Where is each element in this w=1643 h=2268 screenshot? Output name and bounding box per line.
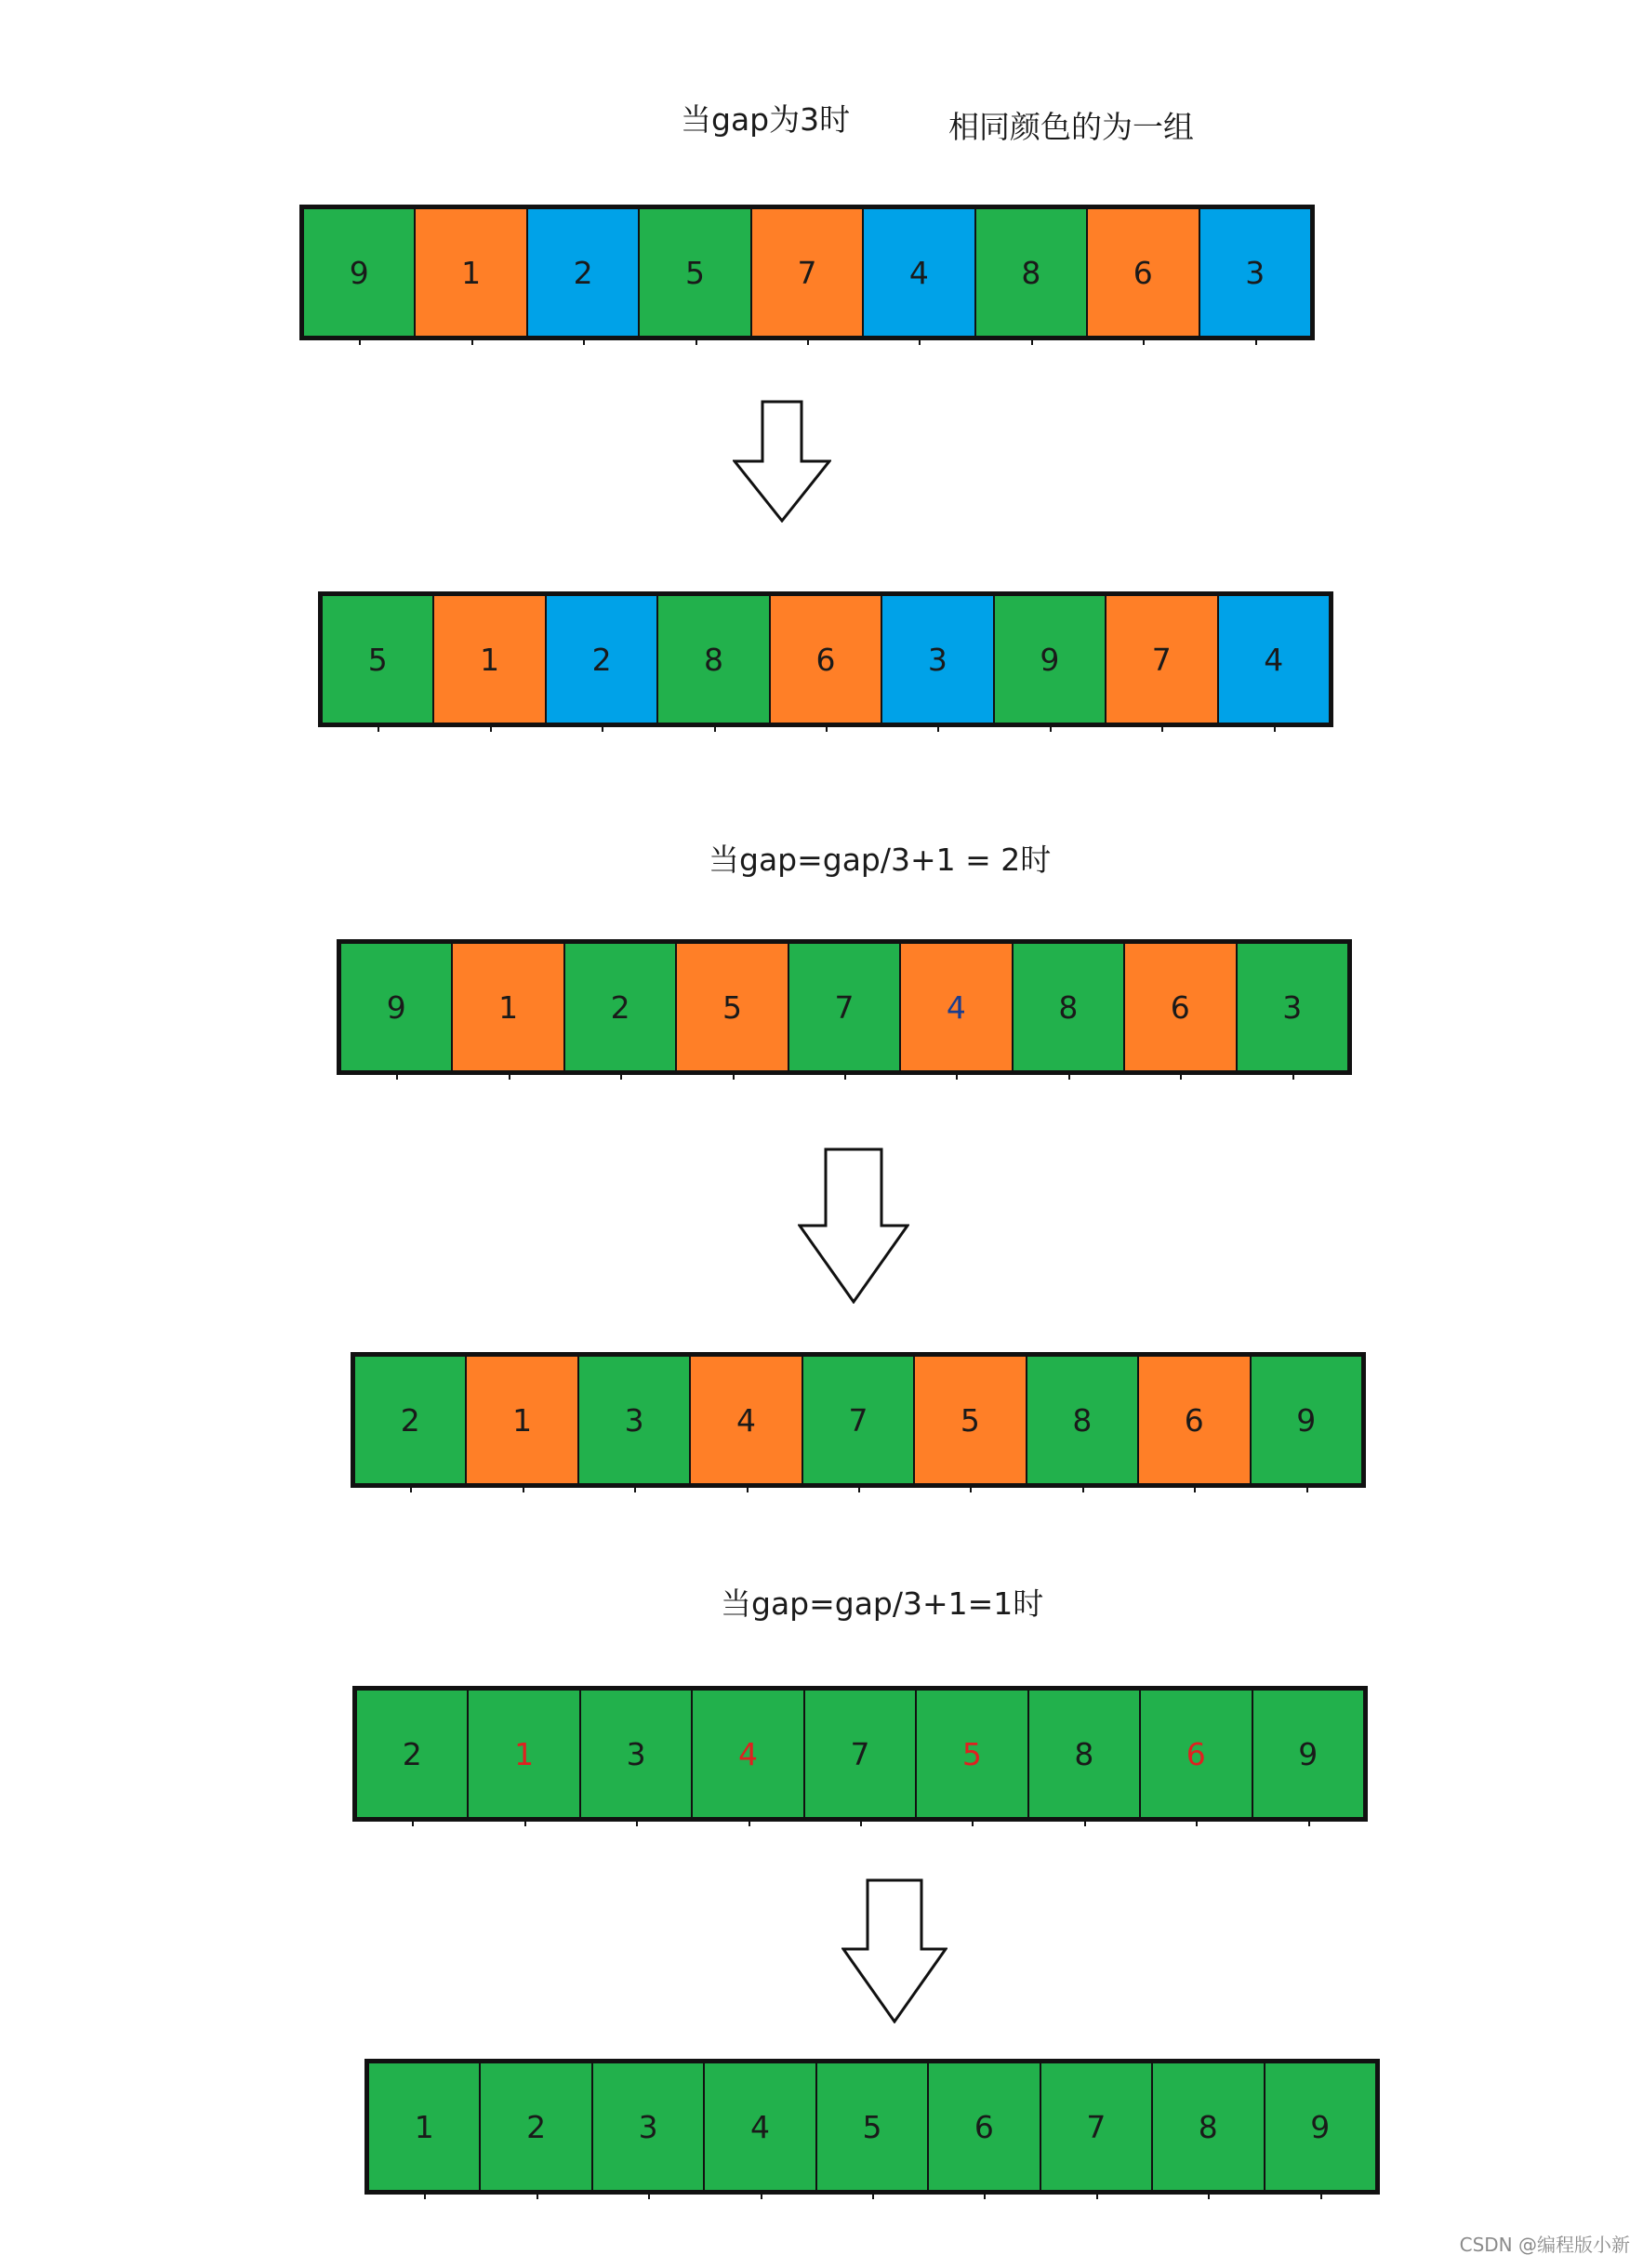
tick-mark (620, 1074, 622, 1080)
cell-value: 5 (862, 2108, 882, 2145)
array-cell (355, 1357, 467, 1483)
array-cell (771, 596, 882, 723)
cell-value: 6 (815, 641, 836, 678)
array-cell (805, 1691, 917, 1817)
array-cell (882, 596, 994, 723)
cell-value: 6 (1186, 1735, 1206, 1772)
array-cell (1029, 1691, 1141, 1817)
tick-mark (471, 339, 473, 345)
array-cell (658, 596, 770, 723)
cell-value: 7 (1151, 641, 1172, 678)
cell-value: 7 (848, 1401, 868, 1439)
cell-value: 2 (402, 1735, 422, 1772)
array-row-6 (364, 2059, 1380, 2195)
array-cell (1253, 1691, 1363, 1817)
tick-mark (1306, 1487, 1308, 1492)
cell-value: 4 (908, 254, 929, 291)
cell-value: 6 (1170, 988, 1190, 1026)
cell-value: 7 (1086, 2108, 1106, 2145)
array-cell (467, 1357, 578, 1483)
cell-value: 1 (461, 254, 482, 291)
tick-mark (523, 1487, 524, 1492)
tick-mark (583, 339, 585, 345)
cell-value: 6 (1133, 254, 1153, 291)
tick-mark (1050, 726, 1052, 732)
tick-mark (1161, 726, 1163, 732)
array-cell (1014, 944, 1125, 1070)
cell-value: 5 (685, 254, 706, 291)
cell-value: 8 (1074, 1735, 1094, 1772)
watermark: CSDN @编程版小新 (1459, 2234, 1630, 2256)
cell-value: 3 (638, 2108, 658, 2145)
tick-mark (410, 1487, 412, 1492)
array-cell (1027, 1357, 1139, 1483)
gap-2-label: 当gap=gap/3+1 = 2时 (709, 842, 1052, 878)
cell-value: 1 (480, 641, 500, 678)
tick-mark (1143, 339, 1145, 345)
tick-mark (396, 1074, 398, 1080)
tick-mark (648, 2194, 650, 2199)
tick-mark (1194, 1487, 1196, 1492)
tick-mark (1308, 1821, 1310, 1826)
array-cell (917, 1691, 1028, 1817)
tick-mark (972, 1821, 974, 1826)
array-cell (1265, 2063, 1375, 2190)
cell-value: 1 (512, 1401, 533, 1439)
array-cell (565, 944, 677, 1070)
array-cell (1153, 2063, 1265, 2190)
tick-mark (919, 339, 921, 345)
array-cell (915, 1357, 1027, 1483)
tick-mark (412, 1821, 414, 1826)
tick-mark (509, 1074, 510, 1080)
cell-value: 9 (1040, 641, 1060, 678)
array-cell (581, 1691, 693, 1817)
cell-value: 8 (1058, 988, 1079, 1026)
tick-mark (1196, 1821, 1198, 1826)
cell-value: 3 (624, 1401, 644, 1439)
tick-mark (490, 726, 492, 732)
array-cell (323, 596, 434, 723)
array-cell (579, 1357, 691, 1483)
tick-mark (1084, 1821, 1086, 1826)
array-cell (1219, 596, 1329, 723)
cell-value: 9 (349, 254, 369, 291)
cell-value: 8 (1021, 254, 1041, 291)
tick-mark (858, 1487, 860, 1492)
tick-mark (733, 1074, 735, 1080)
array-cell (528, 209, 640, 336)
tick-mark (1255, 339, 1257, 345)
array-cell (864, 209, 975, 336)
cell-value: 5 (961, 1735, 982, 1772)
array-cell (434, 596, 546, 723)
tick-mark (956, 1074, 958, 1080)
array-cell (705, 2063, 816, 2190)
array-cell (1238, 944, 1347, 1070)
cell-value: 2 (573, 254, 593, 291)
array-cell (929, 2063, 1040, 2190)
array-cell (469, 1691, 580, 1817)
tick-mark (636, 1821, 638, 1826)
array-row-2 (318, 591, 1333, 727)
tick-mark (1274, 726, 1276, 732)
array-cell (341, 944, 453, 1070)
array-cell (1041, 2063, 1153, 2190)
cell-value: 9 (386, 988, 406, 1026)
tick-mark (807, 339, 809, 345)
cell-value: 7 (834, 988, 855, 1026)
cell-value: 9 (1296, 1401, 1317, 1439)
gap-1-label: 当gap=gap/3+1=1时 (721, 1585, 1044, 1622)
cell-value: 3 (1245, 254, 1265, 291)
tick-mark (602, 726, 603, 732)
down-arrow-icon (798, 1147, 909, 1304)
tick-mark (1292, 1074, 1294, 1080)
cell-value: 4 (750, 2108, 771, 2145)
array-row-5 (352, 1686, 1368, 1822)
cell-value: 9 (1298, 1735, 1318, 1772)
tick-mark (970, 1487, 972, 1492)
cell-value: 6 (1184, 1401, 1204, 1439)
array-cell (1088, 209, 1199, 336)
array-cell (1106, 596, 1218, 723)
array-row-4 (351, 1352, 1366, 1488)
array-cell (803, 1357, 915, 1483)
array-cell (677, 944, 788, 1070)
array-cell (481, 2063, 592, 2190)
cell-value: 6 (974, 2108, 994, 2145)
cell-value: 4 (1264, 641, 1284, 678)
tick-mark (359, 339, 361, 345)
cell-value: 3 (927, 641, 947, 678)
tick-mark (747, 1487, 749, 1492)
array-cell (1139, 1357, 1251, 1483)
array-cell (789, 944, 901, 1070)
array-cell (593, 2063, 705, 2190)
cell-value: 1 (414, 2108, 434, 2145)
cell-value: 8 (704, 641, 724, 678)
array-cell (693, 1691, 804, 1817)
tick-mark (937, 726, 939, 732)
down-arrow-icon (841, 1878, 947, 2023)
tick-mark (761, 2194, 762, 2199)
tick-mark (537, 2194, 538, 2199)
tick-mark (1082, 1487, 1084, 1492)
array-cell (817, 2063, 929, 2190)
tick-mark (826, 726, 828, 732)
array-cell (416, 209, 527, 336)
cell-value: 4 (738, 1735, 759, 1772)
cell-value: 4 (946, 988, 966, 1026)
tick-mark (524, 1821, 526, 1826)
array-cell (547, 596, 658, 723)
same-color-group-label: 相同颜色的为一组 (948, 109, 1194, 145)
tick-mark (1180, 1074, 1182, 1080)
array-cell (752, 209, 864, 336)
array-cell (357, 1691, 469, 1817)
cell-value: 3 (1282, 988, 1303, 1026)
tick-mark (424, 2194, 426, 2199)
cell-value: 1 (498, 988, 519, 1026)
tick-mark (860, 1821, 862, 1826)
array-row-1 (299, 205, 1315, 340)
array-cell (1141, 1691, 1252, 1817)
cell-value: 3 (626, 1735, 646, 1772)
tick-mark (872, 2194, 874, 2199)
array-cell (691, 1357, 802, 1483)
array-cell (1252, 1357, 1361, 1483)
array-cell (640, 209, 751, 336)
tick-mark (749, 1821, 750, 1826)
gap-3-label: 当gap为3时 (681, 101, 851, 138)
cell-value: 1 (514, 1735, 535, 1772)
cell-value: 2 (610, 988, 630, 1026)
cell-value: 9 (1310, 2108, 1331, 2145)
cell-value: 7 (797, 254, 817, 291)
tick-mark (984, 2194, 986, 2199)
tick-mark (714, 726, 716, 732)
cell-value: 8 (1072, 1401, 1093, 1439)
array-cell (369, 2063, 481, 2190)
tick-mark (378, 726, 379, 732)
tick-mark (1096, 2194, 1098, 2199)
tick-mark (1031, 339, 1033, 345)
array-cell (453, 944, 564, 1070)
array-cell (995, 596, 1106, 723)
cell-value: 7 (850, 1735, 870, 1772)
array-cell (304, 209, 416, 336)
cell-value: 5 (722, 988, 743, 1026)
cell-value: 5 (367, 641, 388, 678)
cell-value: 2 (400, 1401, 420, 1439)
cell-value: 4 (736, 1401, 757, 1439)
cell-value: 2 (526, 2108, 547, 2145)
tick-mark (844, 1074, 846, 1080)
tick-mark (1068, 1074, 1070, 1080)
array-cell (976, 209, 1088, 336)
array-cell (901, 944, 1013, 1070)
cell-value: 5 (960, 1401, 980, 1439)
tick-mark (1320, 2194, 1322, 2199)
array-row-3 (337, 939, 1352, 1075)
tick-mark (634, 1487, 636, 1492)
cell-value: 8 (1198, 2108, 1218, 2145)
cell-value: 2 (591, 641, 612, 678)
tick-mark (696, 339, 697, 345)
array-cell (1125, 944, 1237, 1070)
array-cell (1200, 209, 1310, 336)
down-arrow-icon (733, 400, 831, 523)
tick-mark (1208, 2194, 1210, 2199)
